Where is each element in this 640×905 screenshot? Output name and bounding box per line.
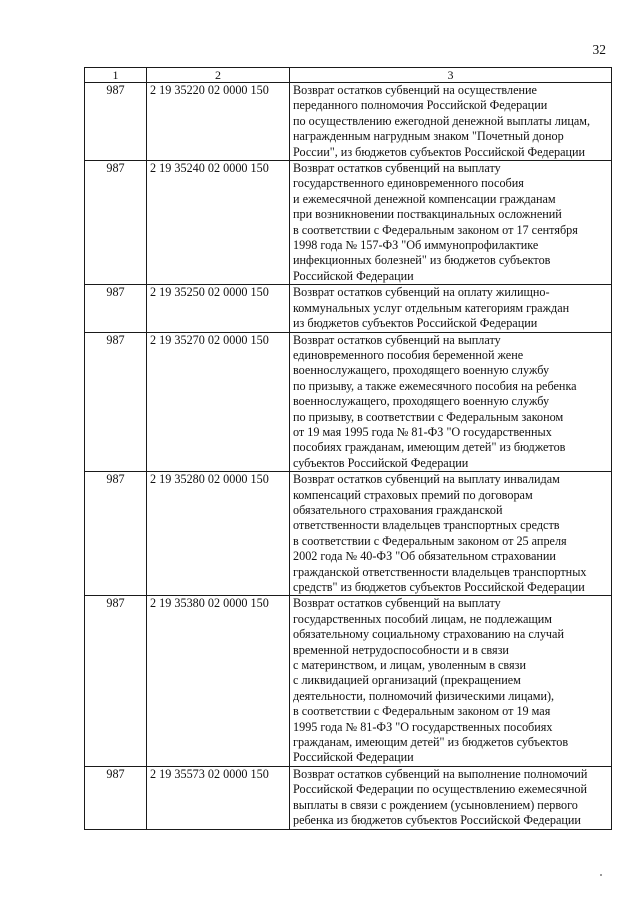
revenue-name-line: средств" из бюджетов субъектов Российской Федерации bbox=[293, 580, 585, 594]
revenue-name-line: по призыву, в соответствии с Федеральным законом bbox=[293, 409, 564, 424]
administrator-code-cell: 987 bbox=[85, 285, 147, 332]
revenue-name-line: 1998 года № 157-ФЗ "Об иммунопрофилактике bbox=[293, 238, 539, 253]
column-number-1: 1 bbox=[85, 68, 147, 83]
revenue-name-line: России", из бюджетов субъектов Российской Федерации bbox=[293, 144, 586, 159]
revenue-name-line: с ликвидацией организаций (прекращением bbox=[293, 673, 521, 688]
revenue-name-line: Возврат остатков субвенций на выплату bbox=[293, 161, 501, 176]
revenue-name-line: при возникновении поствакцинальных осложнений bbox=[293, 207, 562, 222]
revenue-name-line: деятельности, полномочий физическими лицами), bbox=[293, 688, 555, 703]
revenue-name-line: Возврат остатков субвенций на выплату инвалидам bbox=[293, 472, 560, 487]
revenue-name-line: и ежемесячной денежной компенсации гражданам bbox=[293, 191, 556, 206]
revenue-name-line: обязательному социальному страхованию на случай bbox=[293, 627, 564, 642]
revenue-name-cell bbox=[290, 596, 612, 766]
table-row bbox=[85, 83, 612, 161]
budget-classification-code-cell: 2 19 35240 02 0000 150 bbox=[147, 161, 290, 285]
table-row bbox=[85, 766, 612, 829]
budget-classification-code-cell: 2 19 35280 02 0000 150 bbox=[147, 472, 290, 596]
revenue-name-line: Возврат остатков субвенций на оплату жилищно- bbox=[293, 285, 550, 300]
administrator-code-cell: 987 bbox=[85, 161, 147, 285]
revenue-name-line: ответственности владельцев транспортных средств bbox=[293, 518, 560, 533]
revenue-name-line: награжденным нагрудным знаком "Почетный донор bbox=[293, 129, 564, 144]
revenue-name-line: по призыву, а также ежемесячного пособия на ребенка bbox=[293, 378, 577, 393]
revenue-name-line: государственного единовременного пособия bbox=[293, 176, 524, 191]
table-row bbox=[85, 472, 612, 596]
revenue-name-line: Возврат остатков субвенций на выплату bbox=[293, 332, 501, 347]
revenue-name-line: единовременного пособия беременной жене bbox=[293, 347, 524, 362]
budget-classification-code-cell: 2 19 35250 02 0000 150 bbox=[147, 285, 290, 332]
table-row bbox=[85, 332, 612, 472]
administrator-code-cell: 987 bbox=[85, 596, 147, 766]
column-number-2: 2 bbox=[147, 68, 290, 83]
revenue-name-cell bbox=[290, 161, 612, 285]
revenue-name-line: ребенка из бюджетов субъектов Российской Федерации bbox=[293, 813, 581, 828]
administrator-code-cell: 987 bbox=[85, 83, 147, 161]
budget-classification-code-cell: 2 19 35220 02 0000 150 bbox=[147, 83, 290, 161]
administrator-code-cell: 987 bbox=[85, 332, 147, 472]
revenue-name-line: Возврат остатков субвенций на осуществление bbox=[293, 83, 537, 97]
revenue-name-line: временной нетрудоспособности и в связи bbox=[293, 642, 509, 657]
revenue-name-cell bbox=[290, 472, 612, 596]
revenue-name-line: государственных пособий лицам, не подлежащим bbox=[293, 611, 553, 626]
revenue-name-line: военнослужащего, проходящего военную службу bbox=[293, 394, 550, 409]
revenue-name-line: в соответствии с Федеральным законом от 25 апреля bbox=[293, 533, 567, 548]
table-row bbox=[85, 161, 612, 285]
revenue-name-line: пособиях гражданам, имеющим детей" из бюджетов bbox=[293, 440, 566, 455]
table-row bbox=[85, 285, 612, 332]
budget-classification-code-cell: 2 19 35573 02 0000 150 bbox=[147, 766, 290, 829]
revenue-name-cell bbox=[290, 83, 612, 161]
revenue-name-cell bbox=[290, 332, 612, 472]
column-number-3: 3 bbox=[290, 68, 612, 83]
revenue-name-line: от 19 мая 1995 года № 81-ФЗ "О государственных bbox=[293, 424, 552, 439]
revenue-name-line: Возврат остатков субвенций на выплату bbox=[293, 596, 501, 611]
revenue-name-line: из бюджетов субъектов Российской Федерации bbox=[293, 316, 538, 331]
revenue-name-line: компенсаций страховых премий по договорам bbox=[293, 487, 533, 502]
revenue-name-line: Российской Федерации bbox=[293, 750, 414, 765]
revenue-name-line: переданного полномочия Российской Федерации bbox=[293, 98, 548, 113]
revenue-name-line: гражданской ответственности владельцев транспортных bbox=[293, 564, 587, 579]
scan-speck bbox=[600, 874, 602, 876]
revenue-name-line: 2002 года № 40-ФЗ "Об обязательном страховании bbox=[293, 549, 556, 564]
administrator-code-cell: 987 bbox=[85, 766, 147, 829]
revenue-name-line: Российской Федерации по осуществлению ежемесячной bbox=[293, 782, 588, 797]
revenue-name-line: инфекционных болезней" из бюджетов субъектов bbox=[293, 253, 551, 268]
table-row bbox=[85, 596, 612, 766]
budget-code-table bbox=[84, 67, 612, 830]
revenue-name-line: Возврат остатков субвенций на выполнение полномочий bbox=[293, 766, 588, 781]
revenue-name-line: по осуществлению ежегодной денежной выплаты лицам, bbox=[293, 113, 591, 128]
table-body bbox=[85, 83, 612, 830]
revenue-name-line: в соответствии с Федеральным законом от 17 сентября bbox=[293, 222, 578, 237]
revenue-name-line: гражданам, имеющим детей" из бюджетов субъектов bbox=[293, 735, 569, 750]
revenue-name-line: с материнством, и лицам, уволенным в связи bbox=[293, 658, 526, 673]
revenue-name-line: выплаты в связи с рождением (усыновлением) первого bbox=[293, 797, 578, 812]
budget-classification-code-cell: 2 19 35270 02 0000 150 bbox=[147, 332, 290, 472]
revenue-name-line: Российской Федерации bbox=[293, 268, 414, 283]
revenue-name-line: 1995 года № 81-ФЗ "О государственных пособиях bbox=[293, 719, 553, 734]
revenue-name-cell bbox=[290, 766, 612, 829]
revenue-name-cell bbox=[290, 285, 612, 332]
revenue-name-line: военнослужащего, проходящего военную службу bbox=[293, 363, 550, 378]
page-number: 32 bbox=[592, 42, 606, 57]
revenue-name-line: в соответствии с Федеральным законом от 19 мая bbox=[293, 704, 551, 719]
revenue-name-line: субъектов Российской Федерации bbox=[293, 455, 469, 470]
administrator-code-cell: 987 bbox=[85, 472, 147, 596]
revenue-name-line: коммунальных услуг отдельным категориям граждан bbox=[293, 300, 570, 315]
revenue-name-line: обязательного страхования гражданской bbox=[293, 502, 503, 517]
table-header-row bbox=[85, 68, 612, 83]
budget-classification-code-cell: 2 19 35380 02 0000 150 bbox=[147, 596, 290, 766]
